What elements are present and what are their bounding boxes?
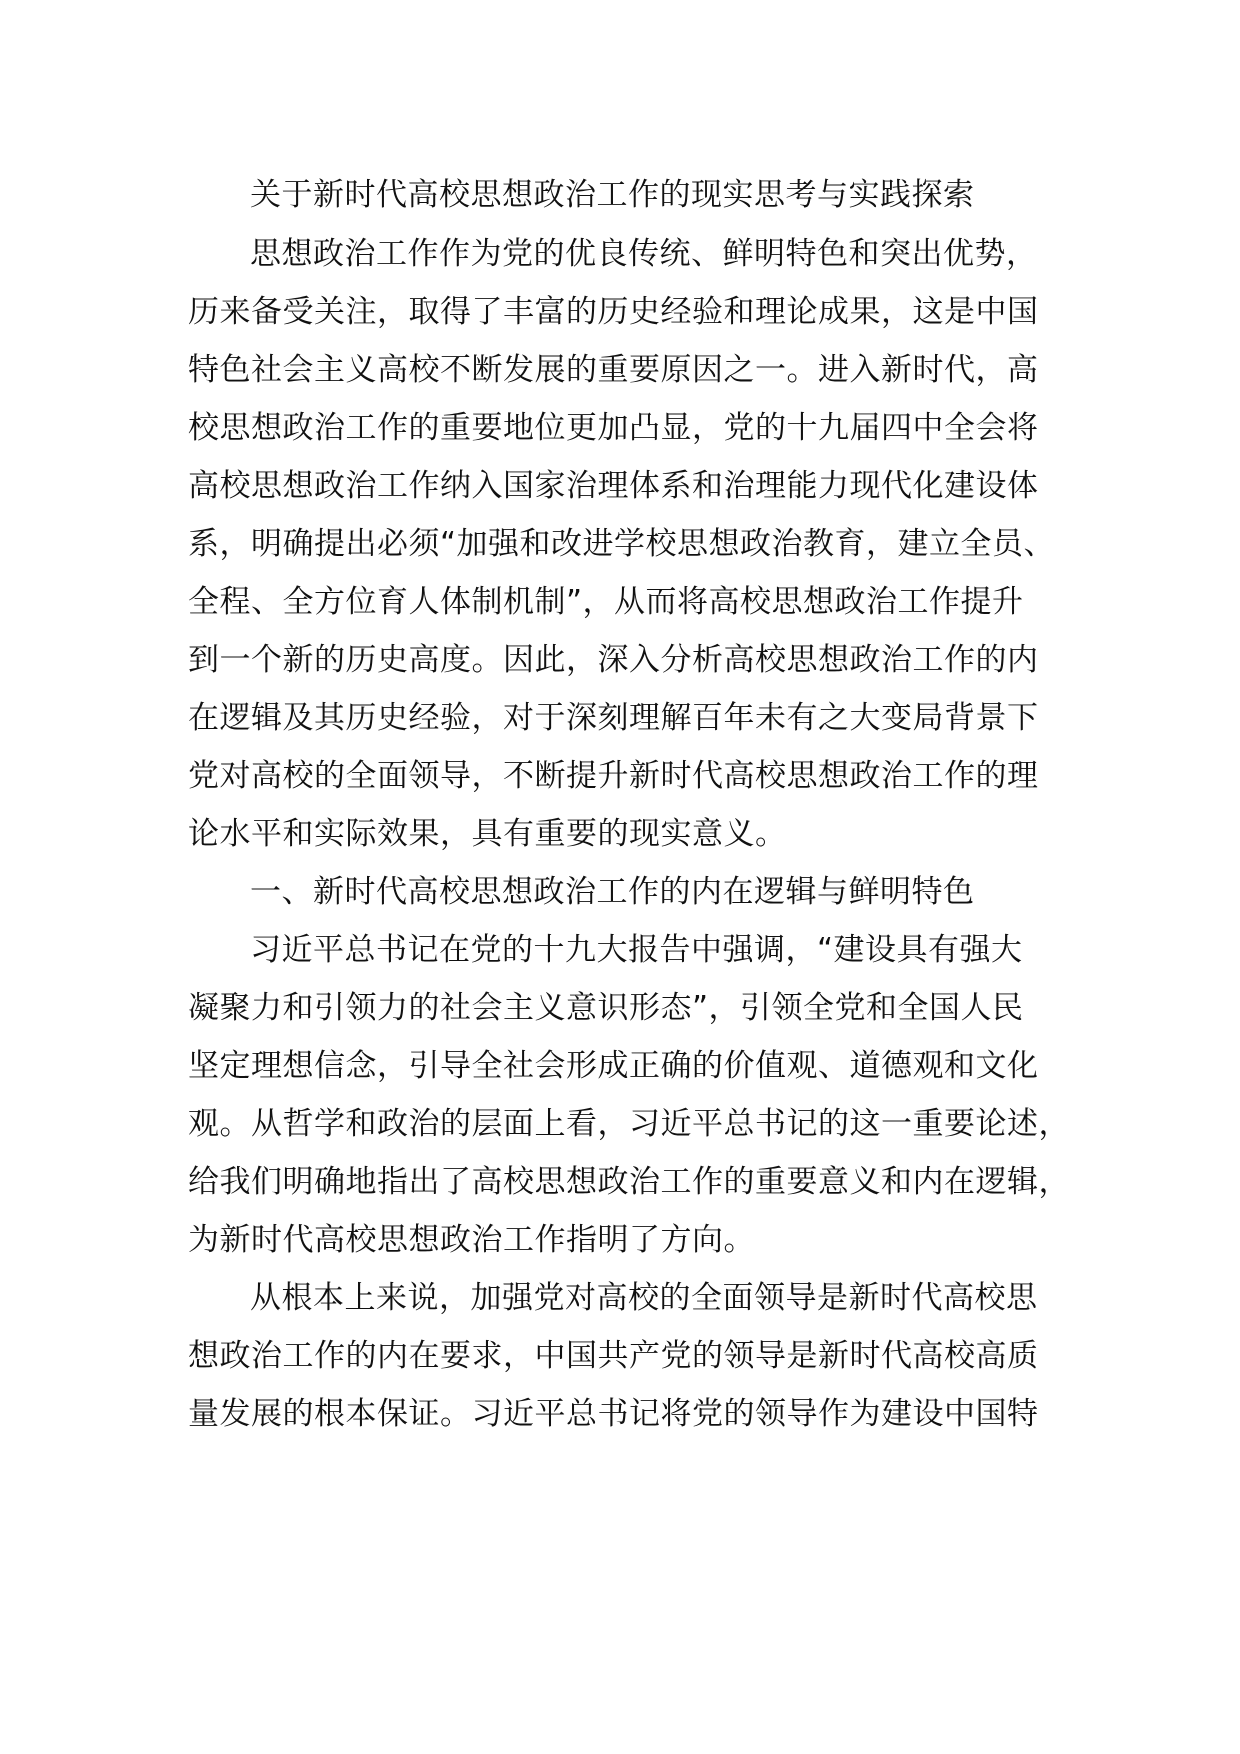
paragraph-line: 量发展的根本保证。习近平总书记将党的领导作为建设中国特 xyxy=(188,1396,1039,1432)
paragraph-line: 到一个新的历史高度。因此，深入分析高校思想政治工作的内 xyxy=(188,642,1039,678)
paragraph-line: 党对高校的全面领导，不断提升新时代高校思想政治工作的理 xyxy=(188,758,1039,794)
document-title: 关于新时代高校思想政治工作的现实思考与实践探索 xyxy=(250,177,975,213)
paragraph-line: 观。从哲学和政治的层面上看，习近平总书记的这一重要论述， xyxy=(188,1106,1070,1142)
paragraph-line: 习近平总书记在党的十九大报告中强调，“建设具有强大 xyxy=(250,932,1023,968)
paragraph-line: 想政治工作的内在要求，中国共产党的领导是新时代高校高质 xyxy=(188,1338,1039,1374)
paragraph-line: 系，明确提出必须“加强和改进学校思想政治教育，建立全员、 xyxy=(188,526,1056,562)
paragraph-line: 给我们明确地指出了高校思想政治工作的重要意义和内在逻辑， xyxy=(188,1164,1070,1200)
paragraph-line: 校思想政治工作的重要地位更加凸显，党的十九届四中全会将 xyxy=(188,410,1039,446)
paragraph-line: 思想政治工作作为党的优良传统、鲜明特色和突出优势， xyxy=(250,236,1038,272)
paragraph-line: 论水平和实际效果，具有重要的现实意义。 xyxy=(188,816,787,852)
paragraph-line: 高校思想政治工作纳入国家治理体系和治理能力现代化建设体 xyxy=(188,468,1039,504)
paragraph-line: 从根本上来说，加强党对高校的全面领导是新时代高校思 xyxy=(250,1280,1038,1316)
section-heading: 一、新时代高校思想政治工作的内在逻辑与鲜明特色 xyxy=(250,874,975,910)
paragraph-line: 凝聚力和引领力的社会主义意识形态”，引领全党和全国人民 xyxy=(188,990,1024,1026)
paragraph-line: 坚定理想信念，引导全社会形成正确的价值观、道德观和文化 xyxy=(188,1048,1039,1084)
paragraph-line: 在逻辑及其历史经验，对于深刻理解百年未有之大变局背景下 xyxy=(188,700,1039,736)
paragraph-line: 全程、全方位育人体制机制”，从而将高校思想政治工作提升 xyxy=(188,584,1024,620)
paragraph-line: 特色社会主义高校不断发展的重要原因之一。进入新时代，高 xyxy=(188,352,1039,388)
paragraph-line: 历来备受关注，取得了丰富的历史经验和理论成果，这是中国 xyxy=(188,294,1039,330)
paragraph-line: 为新时代高校思想政治工作指明了方向。 xyxy=(188,1222,755,1258)
